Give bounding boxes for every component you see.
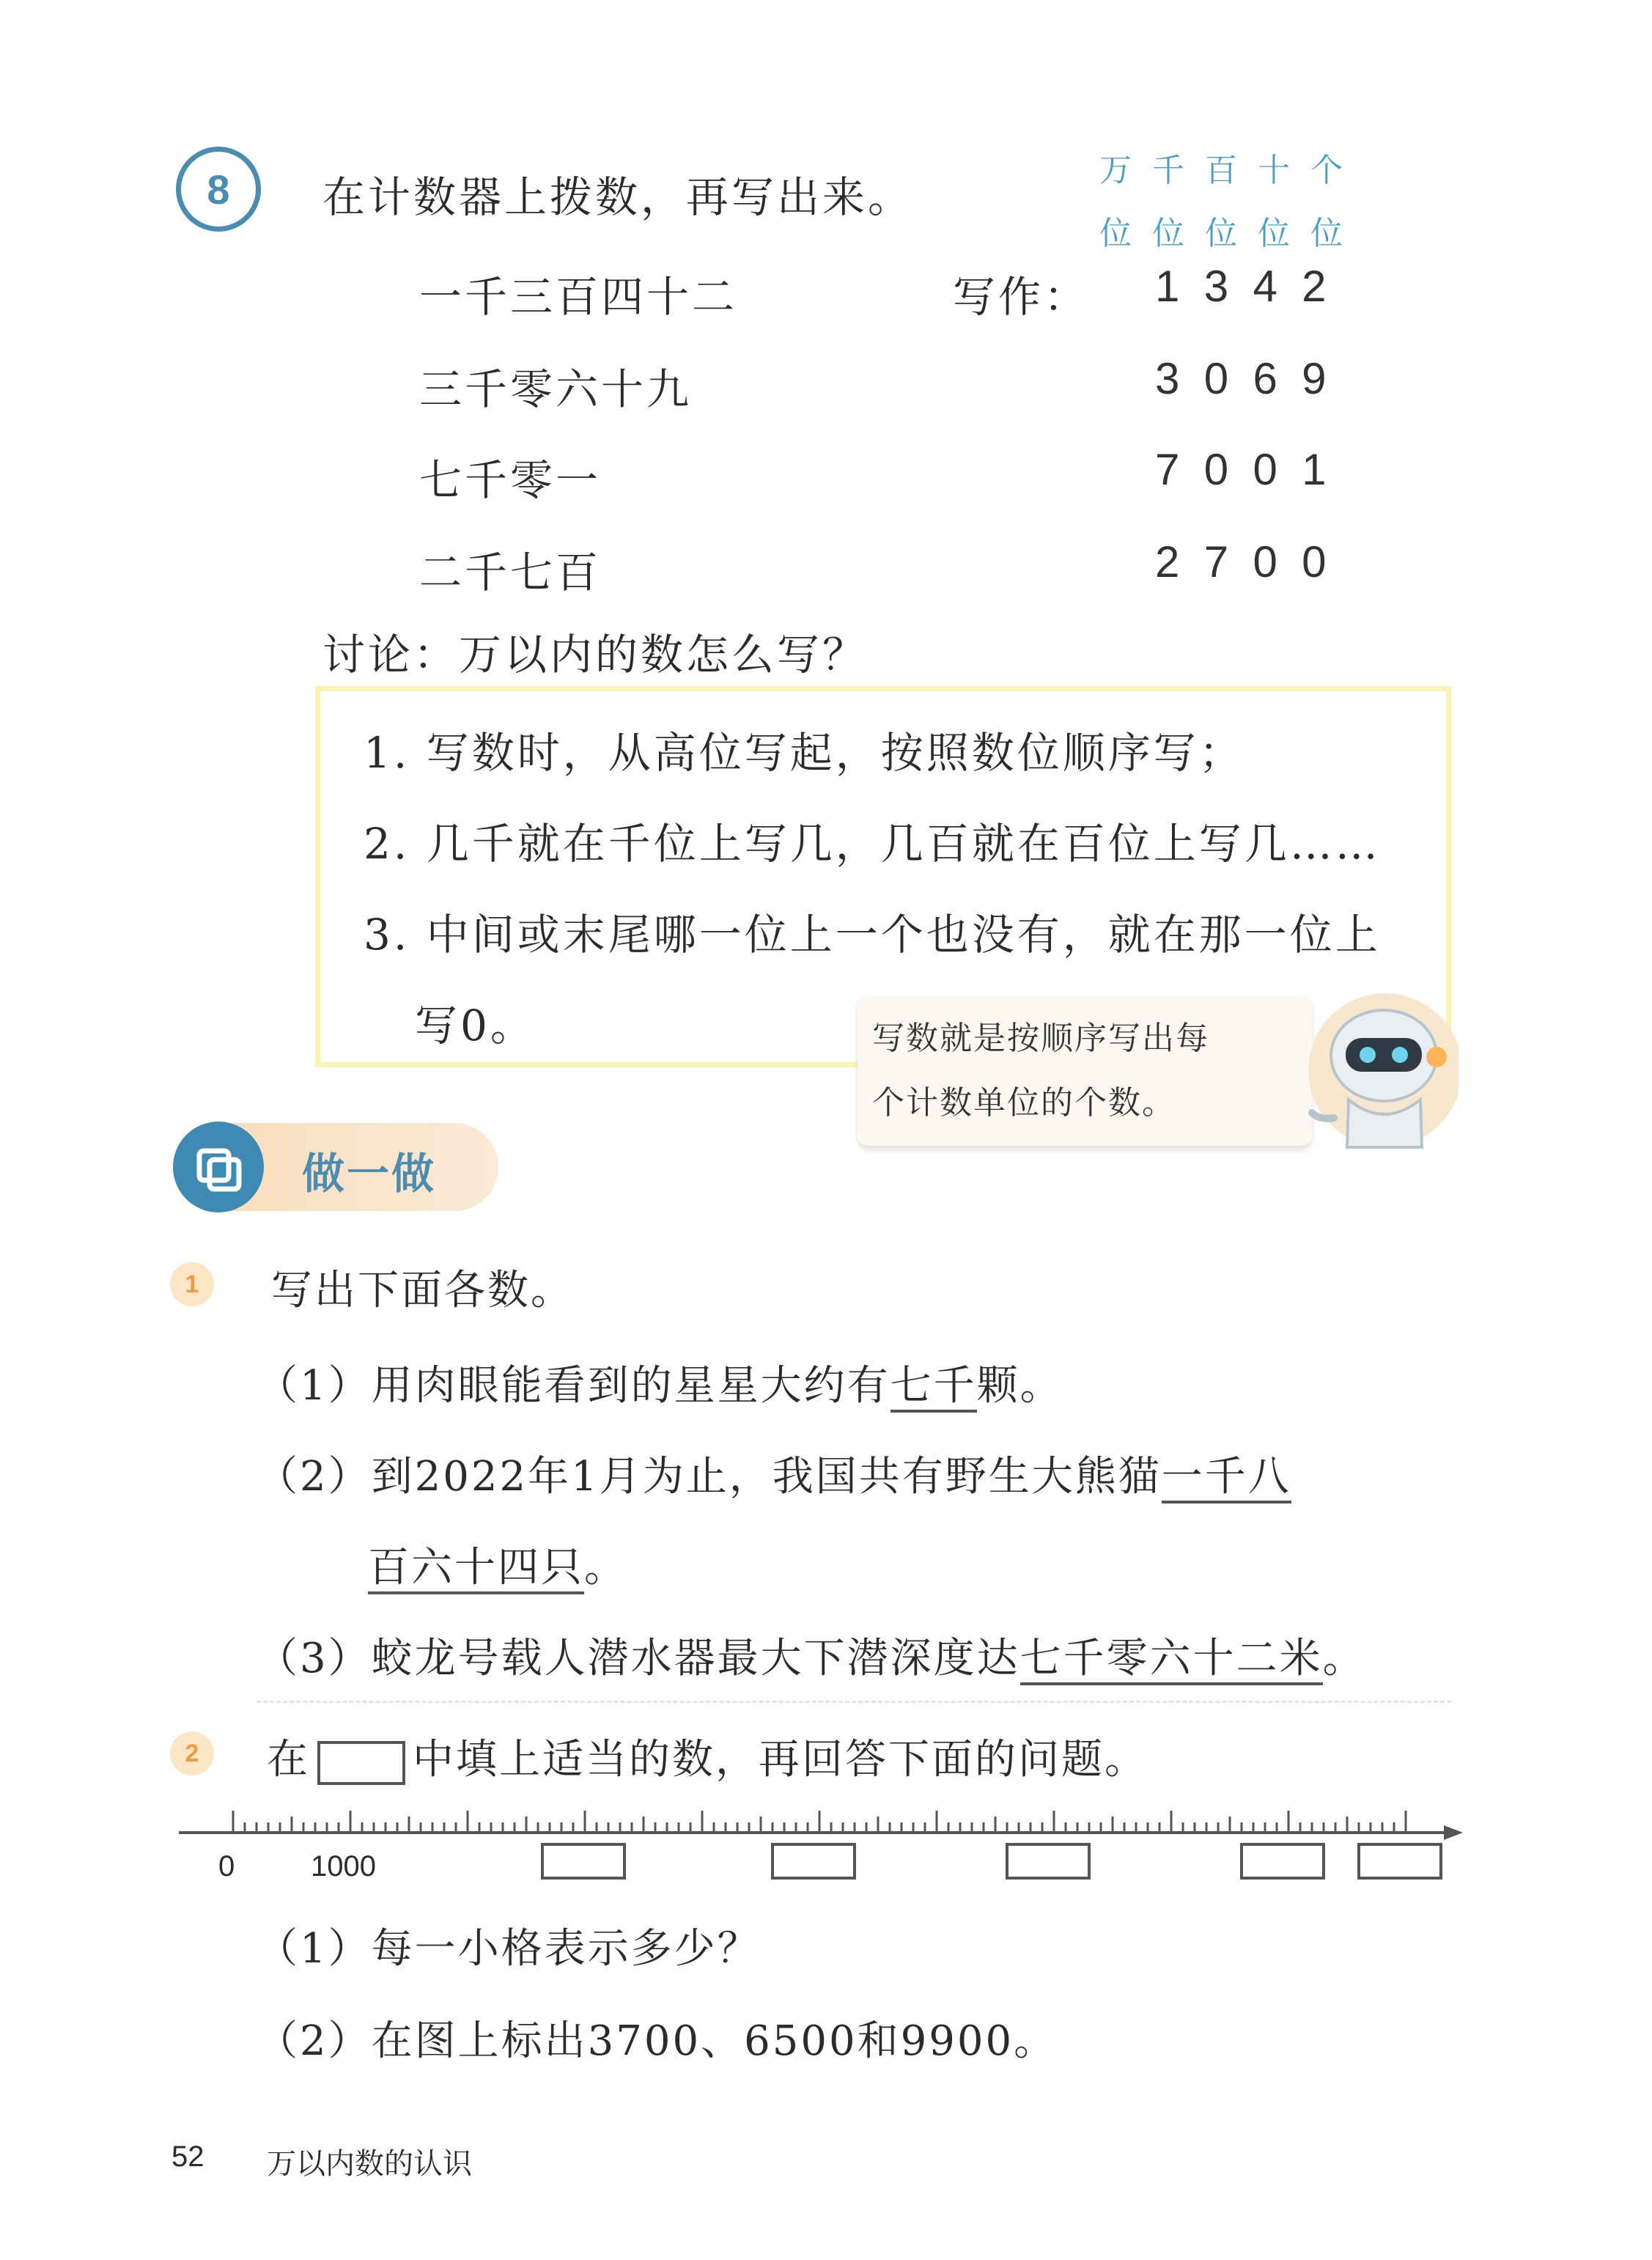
rule-2: 2. 几千就在千位上写几，几百就在百位上写几…… (364, 819, 1381, 869)
axis-label-zero: 0 (218, 1850, 235, 1882)
row-words: 七千零一 (419, 455, 602, 505)
bubble-line-1: 写数就是按顺序写出每 (872, 1020, 1209, 1057)
question-number-badge: 2 (170, 1731, 214, 1775)
underlined-answer: 七千 (890, 1362, 977, 1413)
underlined-answer: 一千八 (1162, 1453, 1291, 1503)
underlined-answer: 百六十四只 (368, 1544, 584, 1594)
row-words: 三千零六十九 (419, 364, 693, 414)
q1-item-1: （1）用肉眼能看到的星星大约有七千颗。 (257, 1353, 1063, 1412)
discussion-prompt: 讨论：万以内的数怎么写？ (322, 630, 869, 680)
q2-prompt: 在 中填上适当的数，再回答下面的问题。 (267, 1736, 1148, 1784)
number-line-answer-box[interactable] (771, 1843, 856, 1880)
place-header-bottom: 位 位 位 位 位 (1099, 215, 1343, 252)
pencil-book-icon (173, 1122, 264, 1212)
axis-label-1000: 1000 (311, 1850, 376, 1882)
row-digits: 7 0 0 1 (1155, 445, 1327, 494)
rule-3: 3. 中间或末尾哪一位上一个也没有，就在那一位上 (364, 910, 1381, 960)
q2-sub-1: （1）每一小格表示多少？ (257, 1925, 761, 1973)
chapter-title: 万以内数的认识 (267, 2147, 472, 2181)
number-line-answer-box[interactable] (1006, 1843, 1091, 1880)
place-header-top: 万 千 百 十 个 (1099, 152, 1343, 189)
divider (257, 1701, 1451, 1703)
section-title: 做一做 (302, 1149, 437, 1199)
q1-item-3: （3）蛟龙号载人潜水器最大下潜深度达七千零六十二米。 (257, 1626, 1366, 1685)
row-words: 二千七百 (419, 548, 602, 597)
write-label: 写作： (953, 272, 1090, 322)
number-line-answer-box[interactable] (541, 1843, 626, 1880)
question-number-badge: 1 (170, 1262, 214, 1306)
example-instruction: 在计数器上拨数，再写出来。 (322, 172, 914, 222)
q1-prompt: 写出下面各数。 (271, 1267, 574, 1314)
page-number: 52 (172, 2141, 204, 2173)
number-line-answer-box[interactable] (1357, 1843, 1442, 1880)
q1-item-2: （2）到2022年1月为止，我国共有野生大熊猫一千八 (257, 1444, 1291, 1503)
number-line-answer-box[interactable] (1240, 1843, 1325, 1880)
rule-1: 1. 写数时，从高位写起，按照数位顺序写； (364, 728, 1244, 778)
row-words: 一千三百四十二 (419, 272, 738, 322)
q1-item-2-continued: 百六十四只。 (368, 1535, 627, 1594)
robot-icon (1297, 990, 1459, 1158)
robot-speech-bubble (858, 995, 1312, 1146)
rule-3-continued: 写0。 (415, 1001, 536, 1050)
row-digits: 1 3 4 2 (1155, 262, 1327, 311)
row-digits: 3 0 6 9 (1155, 354, 1327, 403)
bubble-line-2: 个计数单位的个数。 (872, 1084, 1176, 1122)
example-number-badge: 8 (176, 147, 261, 232)
underlined-answer: 七千零六十二米 (1020, 1635, 1323, 1685)
row-digits: 2 7 0 0 (1155, 537, 1327, 586)
answer-box[interactable] (317, 1741, 405, 1785)
q2-sub-2: （2）在图上标出3700、6500和9900。 (257, 2017, 1058, 2065)
